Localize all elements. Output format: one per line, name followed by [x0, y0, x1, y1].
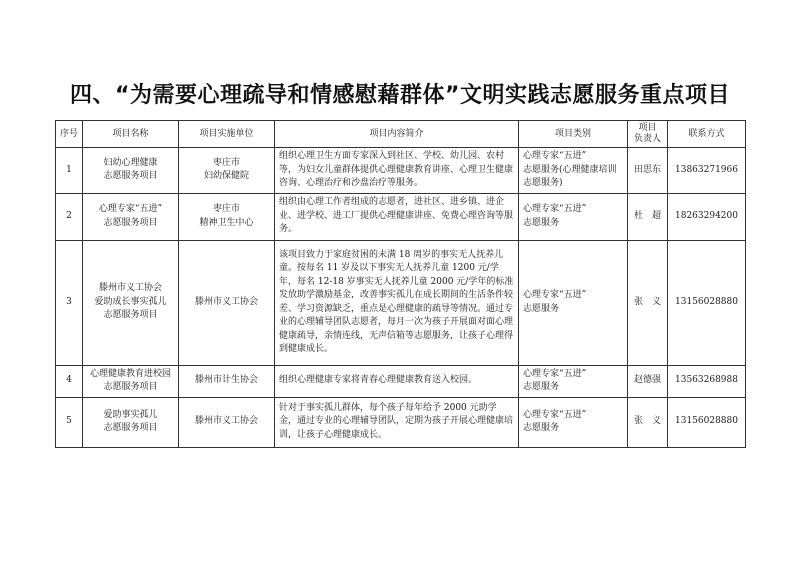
cell-no: 1: [56, 148, 83, 194]
header-name: 项目名称: [83, 121, 179, 148]
cell-name: 心理专家“五进” 志愿服务项目: [83, 193, 179, 240]
cell-no: 2: [56, 193, 83, 240]
cell-no: 5: [56, 397, 83, 447]
cell-leader: 田思东: [628, 148, 668, 194]
page-title: 四、“为需要心理疏导和情感慰藉群体”文明实践志愿服务重点项目: [70, 83, 730, 108]
projects-table: [55, 120, 746, 448]
table-row: [56, 365, 746, 397]
header-content: 项目内容简介: [275, 121, 519, 148]
cell-category: 心理专家“五进” 志愿服务: [519, 240, 628, 365]
cell-category: 心理专家“五进” 志愿服务: [519, 365, 628, 397]
header-category: 项目类别: [519, 121, 628, 148]
table-header-row: [56, 121, 746, 148]
cell-phone: 13563268988: [668, 365, 746, 397]
header-phone: 联系方式: [668, 121, 746, 148]
cell-name: 滕州市义工协会 爱助成长事实孤儿 志愿服务项目: [83, 240, 179, 365]
cell-no: 3: [56, 240, 83, 365]
header-leader: 项目 负责人: [628, 121, 668, 148]
table-row: [56, 397, 746, 447]
cell-no: 4: [56, 365, 83, 397]
cell-leader: 张 义: [628, 397, 668, 447]
cell-name: 妇幼心理健康 志愿服务项目: [83, 148, 179, 194]
cell-category: 心理专家“五进” 志愿服务: [519, 397, 628, 447]
cell-leader: 赵德强: [628, 365, 668, 397]
cell-phone: 18263294200: [668, 193, 746, 240]
cell-leader: 杜 超: [628, 193, 668, 240]
cell-unit: 滕州市义工协会: [179, 240, 275, 365]
cell-phone: 13156028880: [668, 240, 746, 365]
table-row: [56, 240, 746, 365]
cell-unit: 滕州市义工协会: [179, 397, 275, 447]
cell-unit: 枣庄市 精神卫生中心: [179, 193, 275, 240]
cell-content: 组织心理卫生方面专家深入到社区、学校、幼儿园、农村等，为妇女儿童群体提供心理健康教育讲座、心理卫生健康咨询、心理治疗和沙盘治疗等服务。: [275, 148, 519, 194]
cell-unit: 滕州市计生协会: [179, 365, 275, 397]
table-row: [56, 193, 746, 240]
cell-phone: 13156028880: [668, 397, 746, 447]
cell-category: 心理专家“五进” 志愿服务: [519, 193, 628, 240]
cell-name: 爱助事实孤儿 志愿服务项目: [83, 397, 179, 447]
cell-content: 组织由心理工作者组成的志愿者，进社区、进乡镇、进企业、进学校、进工厂提供心理健康讲座、免费心理咨询等服务。: [275, 193, 519, 240]
cell-phone: 13863271966: [668, 148, 746, 194]
cell-unit: 枣庄市 妇幼保健院: [179, 148, 275, 194]
cell-leader: 张 义: [628, 240, 668, 365]
header-unit: 项目实施单位: [179, 121, 275, 148]
cell-content: 组织心理健康专家将青春心理健康教育送入校园。: [275, 365, 519, 397]
cell-content: 针对于事实孤儿群体，每个孩子每年给予 2000 元助学金，通过专业的心理辅导团队，定期为孩子开展心理健康培训，让孩子心理健康成长。: [275, 397, 519, 447]
cell-name: 心理健康教育进校园 志愿服务项目: [83, 365, 179, 397]
header-no: 序号: [56, 121, 83, 148]
cell-category: 心理专家“五进” 志愿服务(心理健康培训志愿服务): [519, 148, 628, 194]
cell-content: 该项目致力于家庭贫困的未满 18 周岁的事实无人抚养儿童。按每名 11 岁及以下事实无人抚养儿童 1200 元/学年，每名 12-18 岁事实无人抚养儿童 2000 元/学年的标准发放助学激励基金，改善事实孤儿在成长期间的生活条件较差、学习资源缺乏，重点是心理健康的疏导等情况。通过专业的心理辅导团队志愿者，每月一次为孩子开展面对面心理健康疏导，亲情连线，无声信箱等志愿服务，让孩子心理得到健康成长。: [275, 240, 519, 365]
table-row: [56, 148, 746, 194]
